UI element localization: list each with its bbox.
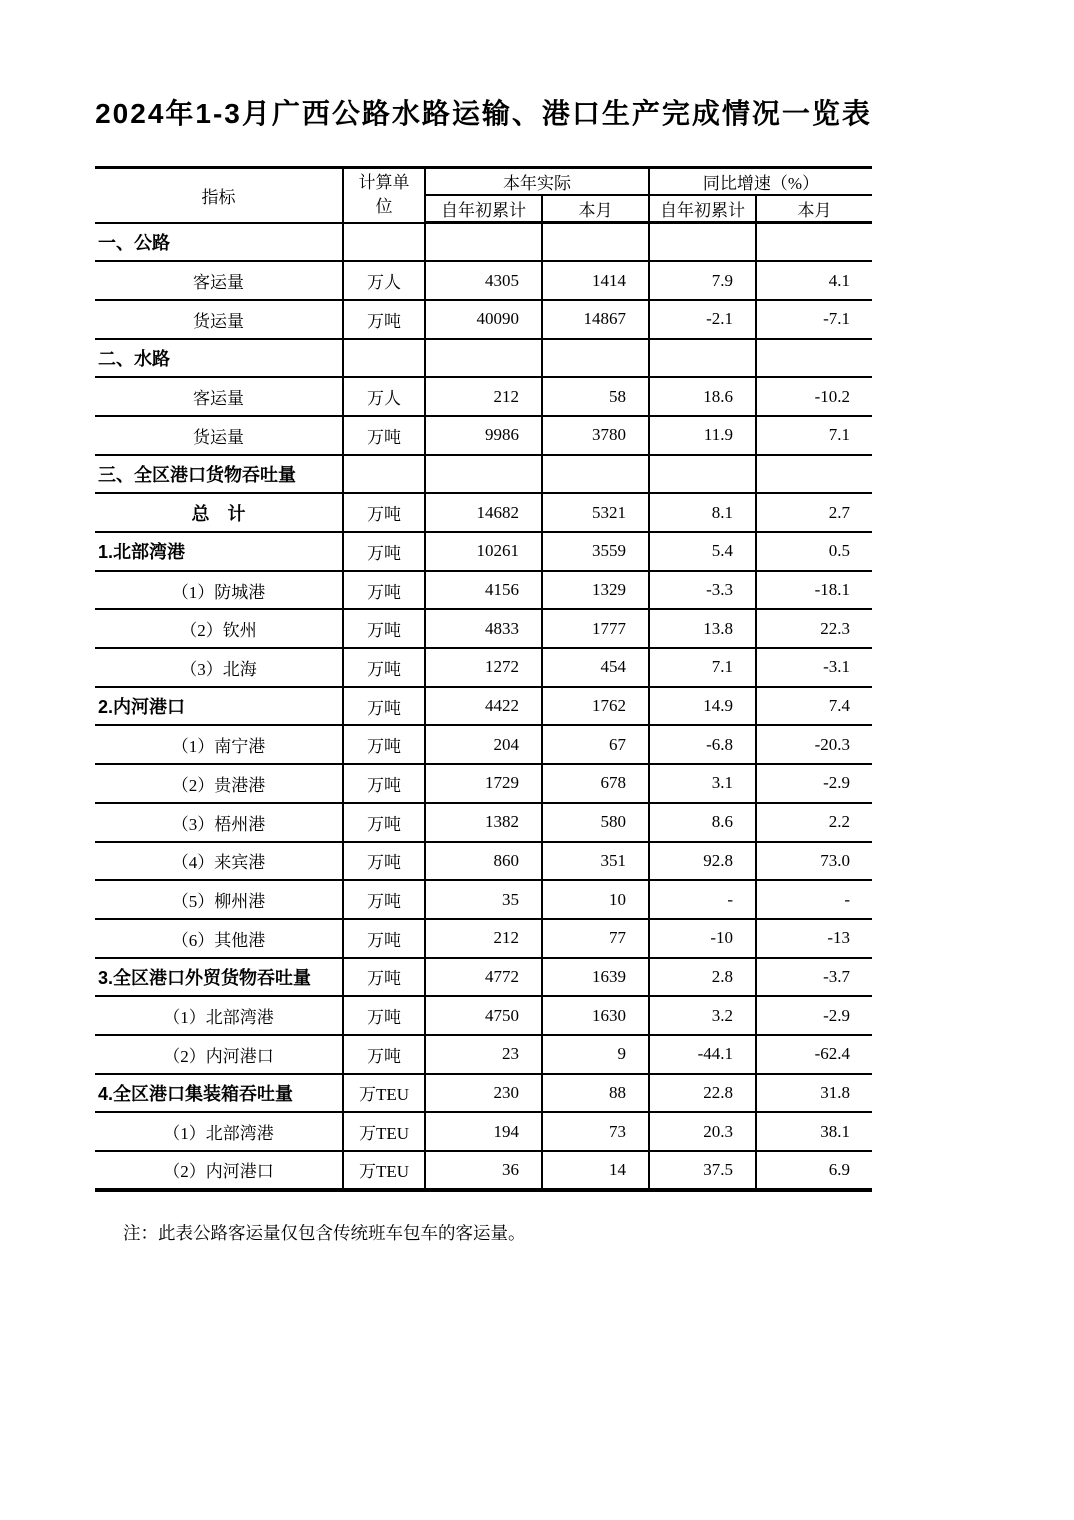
table-row: [95, 339, 872, 378]
unit-cell: 万吨: [343, 1035, 425, 1074]
month-actual-cell: 14867: [542, 300, 649, 339]
month-actual-cell: 1777: [542, 609, 649, 648]
ytd-growth-cell: -3.3: [649, 571, 756, 610]
ytd-growth-cell: 7.1: [649, 648, 756, 687]
table-row: [95, 1151, 872, 1190]
table-body: [95, 223, 872, 1190]
month-growth-cell: -13: [756, 919, 872, 958]
month-actual-cell: 88: [542, 1074, 649, 1113]
month-actual-cell: 454: [542, 648, 649, 687]
ytd-growth-cell: [649, 223, 756, 262]
header-indicator: 指标: [95, 168, 343, 223]
unit-cell: 万吨: [343, 416, 425, 455]
table-row: [95, 996, 872, 1035]
indicator-cell: 1.北部湾港: [95, 532, 343, 571]
month-growth-cell: -10.2: [756, 377, 872, 416]
month-growth-cell: [756, 339, 872, 378]
unit-cell: 万吨: [343, 493, 425, 532]
ytd-actual-cell: 10261: [425, 532, 542, 571]
table-row: [95, 493, 872, 532]
unit-cell: 万TEU: [343, 1151, 425, 1190]
indicator-cell: （3）北海: [95, 648, 343, 687]
month-growth-cell: 22.3: [756, 609, 872, 648]
unit-cell: [343, 339, 425, 378]
ytd-growth-cell: 5.4: [649, 532, 756, 571]
month-actual-cell: 58: [542, 377, 649, 416]
indicator-cell: （5）柳州港: [95, 880, 343, 919]
ytd-actual-cell: 204: [425, 725, 542, 764]
month-growth-cell: 7.4: [756, 687, 872, 726]
ytd-actual-cell: 1382: [425, 803, 542, 842]
unit-cell: 万吨: [343, 687, 425, 726]
month-growth-cell: 0.5: [756, 532, 872, 571]
ytd-actual-cell: 194: [425, 1112, 542, 1151]
header-growth-group: 同比增速（%）: [649, 168, 872, 196]
table-row: [95, 648, 872, 687]
indicator-cell: 三、全区港口货物吞吐量: [95, 455, 343, 494]
indicator-cell: （1）南宁港: [95, 725, 343, 764]
table-row: [95, 571, 872, 610]
month-actual-cell: 3780: [542, 416, 649, 455]
table-row: [95, 300, 872, 339]
unit-cell: [343, 455, 425, 494]
indicator-cell: 客运量: [95, 377, 343, 416]
table-row: [95, 687, 872, 726]
ytd-growth-cell: [649, 339, 756, 378]
ytd-actual-cell: 212: [425, 377, 542, 416]
ytd-actual-cell: [425, 339, 542, 378]
header-actual-group: 本年实际: [425, 168, 649, 196]
header-actual-month: 本月: [542, 195, 649, 223]
month-actual-cell: 1639: [542, 958, 649, 997]
ytd-actual-cell: 4772: [425, 958, 542, 997]
ytd-actual-cell: 9986: [425, 416, 542, 455]
ytd-actual-cell: 14682: [425, 493, 542, 532]
month-growth-cell: 7.1: [756, 416, 872, 455]
ytd-actual-cell: 4156: [425, 571, 542, 610]
indicator-cell: （3）梧州港: [95, 803, 343, 842]
ytd-growth-cell: 20.3: [649, 1112, 756, 1151]
indicator-cell: 货运量: [95, 300, 343, 339]
month-actual-cell: 678: [542, 764, 649, 803]
ytd-growth-cell: 3.2: [649, 996, 756, 1035]
header-row-groups: [95, 168, 872, 196]
ytd-actual-cell: 860: [425, 842, 542, 881]
unit-cell: 万吨: [343, 648, 425, 687]
indicator-cell: （6）其他港: [95, 919, 343, 958]
month-growth-cell: -62.4: [756, 1035, 872, 1074]
month-growth-cell: -3.1: [756, 648, 872, 687]
table-row: [95, 958, 872, 997]
month-actual-cell: 5321: [542, 493, 649, 532]
indicator-cell: 总 计: [95, 493, 343, 532]
ytd-actual-cell: 23: [425, 1035, 542, 1074]
indicator-cell: 客运量: [95, 261, 343, 300]
ytd-growth-cell: -44.1: [649, 1035, 756, 1074]
month-actual-cell: [542, 455, 649, 494]
ytd-growth-cell: 3.1: [649, 764, 756, 803]
ytd-growth-cell: -6.8: [649, 725, 756, 764]
unit-cell: 万TEU: [343, 1074, 425, 1113]
indicator-cell: （2）内河港口: [95, 1151, 343, 1190]
month-growth-cell: -7.1: [756, 300, 872, 339]
month-actual-cell: 9: [542, 1035, 649, 1074]
table-row: [95, 609, 872, 648]
indicator-cell: （1）北部湾港: [95, 996, 343, 1035]
unit-cell: 万人: [343, 377, 425, 416]
unit-cell: 万吨: [343, 725, 425, 764]
table-row: [95, 919, 872, 958]
month-actual-cell: 1329: [542, 571, 649, 610]
unit-cell: 万吨: [343, 842, 425, 881]
month-growth-cell: -20.3: [756, 725, 872, 764]
ytd-actual-cell: 4750: [425, 996, 542, 1035]
indicator-cell: 3.全区港口外贸货物吞吐量: [95, 958, 343, 997]
month-actual-cell: [542, 223, 649, 262]
month-growth-cell: -2.9: [756, 764, 872, 803]
month-actual-cell: 580: [542, 803, 649, 842]
unit-cell: 万吨: [343, 532, 425, 571]
unit-cell: 万吨: [343, 996, 425, 1035]
indicator-cell: 4.全区港口集装箱吞吐量: [95, 1074, 343, 1113]
month-growth-cell: 4.1: [756, 261, 872, 300]
month-actual-cell: 3559: [542, 532, 649, 571]
header-actual-ytd: 自年初累计: [425, 195, 542, 223]
table-row: [95, 1035, 872, 1074]
table-header: [95, 168, 872, 223]
ytd-actual-cell: 1272: [425, 648, 542, 687]
ytd-growth-cell: -: [649, 880, 756, 919]
ytd-actual-cell: 35: [425, 880, 542, 919]
month-actual-cell: 67: [542, 725, 649, 764]
ytd-actual-cell: 1729: [425, 764, 542, 803]
table-row: [95, 455, 872, 494]
indicator-cell: （2）钦州: [95, 609, 343, 648]
ytd-actual-cell: [425, 455, 542, 494]
month-growth-cell: 38.1: [756, 1112, 872, 1151]
month-growth-cell: 6.9: [756, 1151, 872, 1190]
indicator-cell: 一、公路: [95, 223, 343, 262]
table-row: [95, 880, 872, 919]
indicator-cell: 二、水路: [95, 339, 343, 378]
month-actual-cell: 1414: [542, 261, 649, 300]
table-row: [95, 223, 872, 262]
unit-cell: [343, 223, 425, 262]
ytd-actual-cell: 4305: [425, 261, 542, 300]
ytd-actual-cell: 230: [425, 1074, 542, 1113]
month-actual-cell: [542, 339, 649, 378]
ytd-growth-cell: [649, 455, 756, 494]
indicator-cell: （2）贵港港: [95, 764, 343, 803]
header-unit: 计算单位: [343, 168, 425, 223]
table-row: [95, 803, 872, 842]
ytd-actual-cell: [425, 223, 542, 262]
indicator-cell: 货运量: [95, 416, 343, 455]
unit-cell: 万吨: [343, 300, 425, 339]
ytd-growth-cell: 7.9: [649, 261, 756, 300]
indicator-cell: 2.内河港口: [95, 687, 343, 726]
page-title: 2024年1-3月广西公路水路运输、港口生产完成情况一览表: [95, 98, 872, 129]
footnote: 注：此表公路客运量仅包含传统班车包车的客运量。: [123, 1223, 526, 1243]
table-row: [95, 377, 872, 416]
table-row: [95, 764, 872, 803]
ytd-growth-cell: 22.8: [649, 1074, 756, 1113]
unit-cell: 万吨: [343, 803, 425, 842]
month-growth-cell: -18.1: [756, 571, 872, 610]
indicator-cell: （1）防城港: [95, 571, 343, 610]
ytd-actual-cell: 4833: [425, 609, 542, 648]
ytd-growth-cell: 92.8: [649, 842, 756, 881]
table-row: [95, 261, 872, 300]
ytd-growth-cell: 37.5: [649, 1151, 756, 1190]
month-actual-cell: 10: [542, 880, 649, 919]
ytd-growth-cell: -10: [649, 919, 756, 958]
table-row: [95, 1112, 872, 1151]
month-growth-cell: -2.9: [756, 996, 872, 1035]
indicator-cell: （4）来宾港: [95, 842, 343, 881]
ytd-growth-cell: 2.8: [649, 958, 756, 997]
unit-cell: 万TEU: [343, 1112, 425, 1151]
ytd-growth-cell: 8.1: [649, 493, 756, 532]
unit-cell: 万吨: [343, 919, 425, 958]
ytd-growth-cell: 13.8: [649, 609, 756, 648]
month-actual-cell: 14: [542, 1151, 649, 1190]
unit-cell: 万人: [343, 261, 425, 300]
ytd-growth-cell: 18.6: [649, 377, 756, 416]
header-growth-ytd: 自年初累计: [649, 195, 756, 223]
month-growth-cell: -: [756, 880, 872, 919]
month-growth-cell: [756, 455, 872, 494]
ytd-growth-cell: -2.1: [649, 300, 756, 339]
month-growth-cell: 73.0: [756, 842, 872, 881]
ytd-actual-cell: 4422: [425, 687, 542, 726]
table-row: [95, 1074, 872, 1113]
table-row: [95, 416, 872, 455]
unit-cell: 万吨: [343, 571, 425, 610]
ytd-growth-cell: 8.6: [649, 803, 756, 842]
month-growth-cell: 2.7: [756, 493, 872, 532]
unit-cell: 万吨: [343, 609, 425, 648]
month-growth-cell: -3.7: [756, 958, 872, 997]
unit-cell: 万吨: [343, 764, 425, 803]
header-growth-month: 本月: [756, 195, 872, 223]
unit-cell: 万吨: [343, 958, 425, 997]
table-row: [95, 725, 872, 764]
indicator-cell: （2）内河港口: [95, 1035, 343, 1074]
month-actual-cell: 1762: [542, 687, 649, 726]
month-actual-cell: 1630: [542, 996, 649, 1035]
month-actual-cell: 351: [542, 842, 649, 881]
month-actual-cell: 77: [542, 919, 649, 958]
table-row: [95, 532, 872, 571]
month-growth-cell: 31.8: [756, 1074, 872, 1113]
ytd-growth-cell: 14.9: [649, 687, 756, 726]
ytd-growth-cell: 11.9: [649, 416, 756, 455]
month-growth-cell: [756, 223, 872, 262]
summary-table: [95, 166, 872, 1192]
table-row: [95, 842, 872, 881]
month-actual-cell: 73: [542, 1112, 649, 1151]
unit-cell: 万吨: [343, 880, 425, 919]
ytd-actual-cell: 36: [425, 1151, 542, 1190]
month-growth-cell: 2.2: [756, 803, 872, 842]
ytd-actual-cell: 212: [425, 919, 542, 958]
indicator-cell: （1）北部湾港: [95, 1112, 343, 1151]
ytd-actual-cell: 40090: [425, 300, 542, 339]
